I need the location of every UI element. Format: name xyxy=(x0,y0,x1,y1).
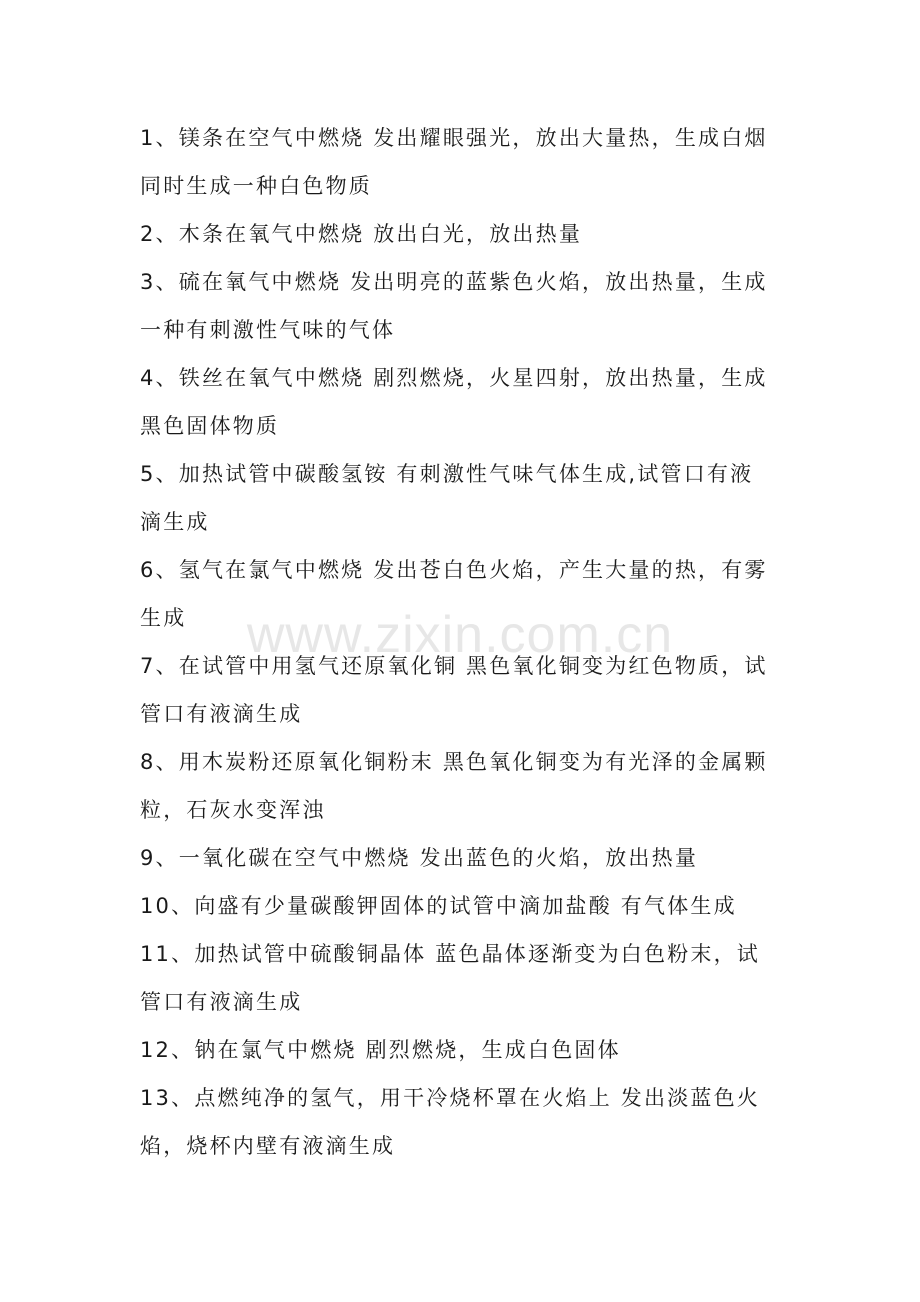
document-body xyxy=(140,114,785,1170)
text-line: 4、铁丝在氧气中燃烧 剧烈燃烧，火星四射，放出热量，生成 xyxy=(140,366,768,390)
text-line: 滴生成 xyxy=(140,510,210,534)
text-line: 12、钠在氯气中燃烧 剧烈燃烧，生成白色固体 xyxy=(140,1038,621,1062)
text-line: 6、氢气在氯气中燃烧 发出苍白色火焰，产生大量的热，有雾 xyxy=(140,558,768,582)
text-line: 焰，烧杯内壁有液滴生成 xyxy=(140,1134,396,1158)
text-line: 7、在试管中用氢气还原氧化铜 黑色氧化铜变为红色物质，试 xyxy=(140,654,768,678)
text-line: 2、木条在氧气中燃烧 放出白光，放出热量 xyxy=(140,222,583,246)
text-line: 13、点燃纯净的氢气，用干冷烧杯罩在火焰上 发出淡蓝色火 xyxy=(140,1086,760,1110)
text-line: 8、用木炭粉还原氧化铜粉末 黑色氧化铜变为有光泽的金属颗 xyxy=(140,750,768,774)
text-line: 9、一氧化碳在空气中燃烧 发出蓝色的火焰，放出热量 xyxy=(140,846,699,870)
text-line: 管口有液滴生成 xyxy=(140,990,303,1014)
text-line: 同时生成一种白色物质 xyxy=(140,174,372,198)
text-line: 黑色固体物质 xyxy=(140,414,280,438)
text-line: 5、加热试管中碳酸氢铵 有刺激性气味气体生成,试管口有液 xyxy=(140,462,754,486)
text-line: 粒，石灰水变浑浊 xyxy=(140,798,326,822)
text-line: 一种有刺激性气味的气体 xyxy=(140,318,396,342)
text-line: 11、加热试管中硫酸铜晶体 蓝色晶体逐渐变为白色粉末，试 xyxy=(140,942,760,966)
watermark: www.zixin.com.cn xyxy=(246,606,674,664)
text-line: 管口有液滴生成 xyxy=(140,702,303,726)
text-line: 生成 xyxy=(140,606,187,630)
text-line: 3、硫在氧气中燃烧 发出明亮的蓝紫色火焰，放出热量，生成 xyxy=(140,270,768,294)
text-line: 10、向盛有少量碳酸钾固体的试管中滴加盐酸 有气体生成 xyxy=(140,894,737,918)
text-line: 1、镁条在空气中燃烧 发出耀眼强光，放出大量热，生成白烟 xyxy=(140,126,768,150)
